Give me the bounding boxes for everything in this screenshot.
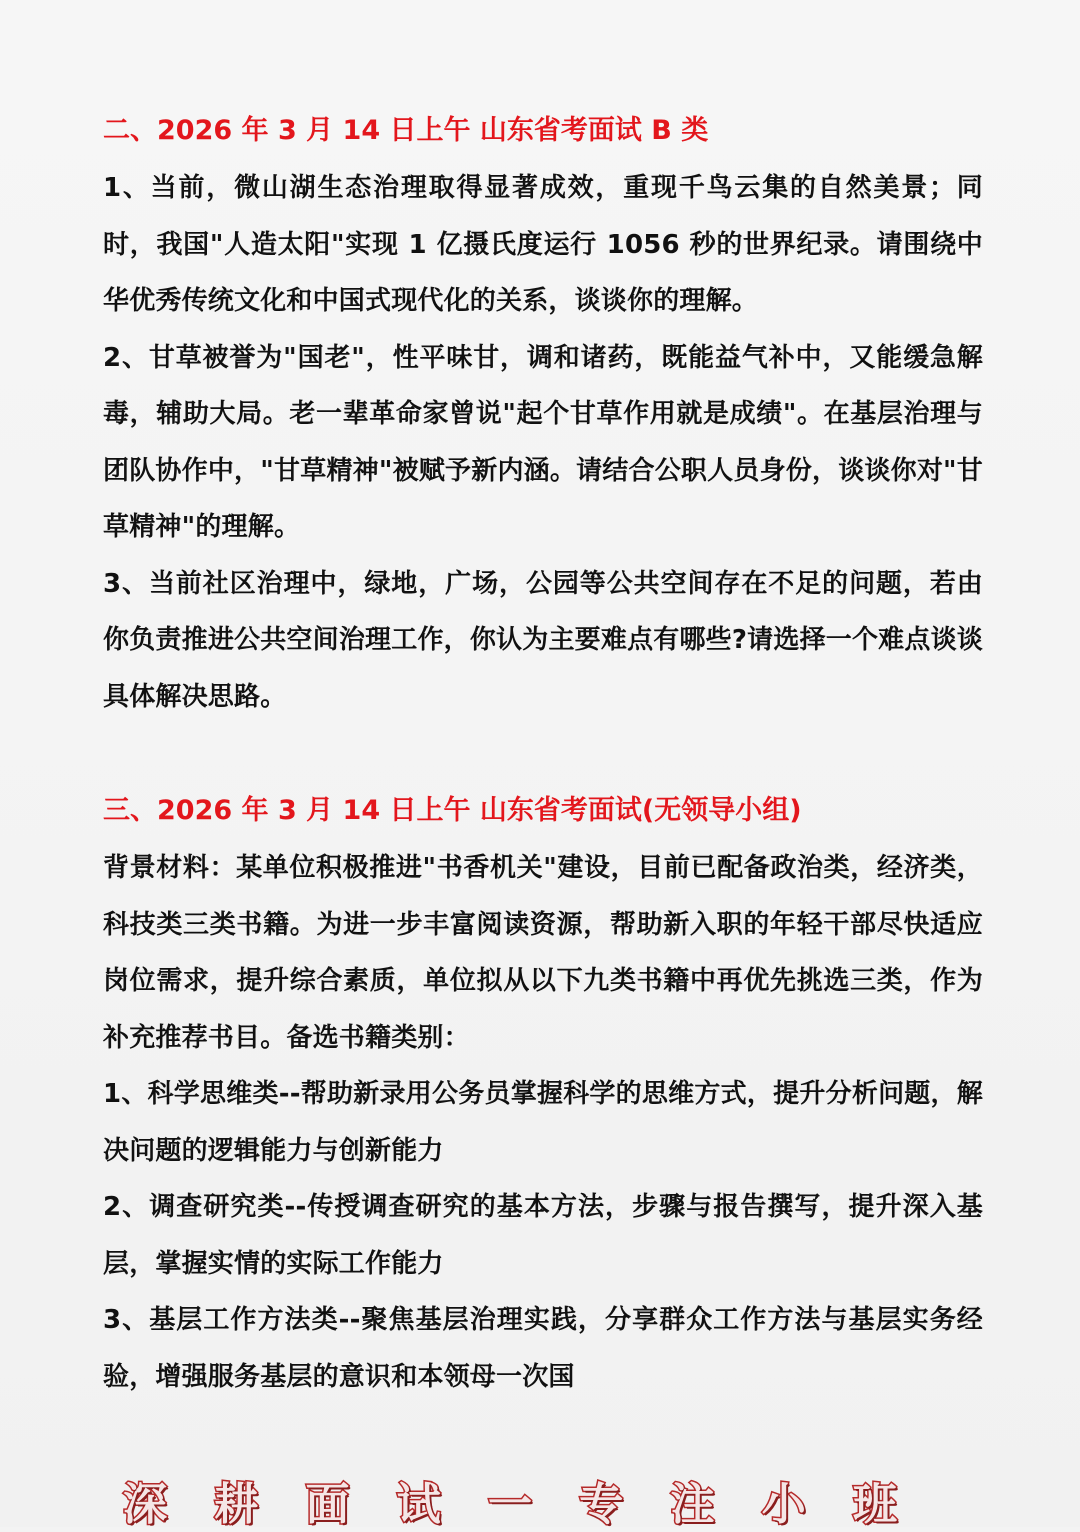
footer-char: 耕 [214,1479,259,1530]
footer-char: 一 [488,1479,532,1530]
footer-char: 深 [123,1479,167,1530]
footer-banner [115,1470,905,1530]
section-2-heading: 二、2026 年 3 月 14 日上午 山东省考面试 B 类 [103,115,709,146]
book-category-2: 2、调查研究类--传授调查研究的基本方法，步骤与报告撰写，提升深入基层，掌握实情的实际工作能力 [103,1192,983,1279]
footer-char: 注 [670,1479,715,1530]
footer-char: 班 [853,1479,897,1530]
book-category-3: 3、基层工作方法类--聚焦基层治理实践，分享群众工作方法与基层实务经验，增强服务基层的意识和本领母一次国 [103,1305,983,1392]
question-2: 2、甘草被誉为"国老"，性平味甘，调和诸药，既能益气补中，又能缓急解毒，辅助大局。老一辈革命家曾说"起个甘草作用就是成绩"。在基层治理与团队协作中，"甘草精神"被赋予新内涵。请结合公职人员身份，谈谈你对"甘草精神"的理解。 [103,342,983,542]
book-category-1: 1、科学思维类--帮助新录用公务员掌握科学的思维方式，提升分析问题，解决问题的逻辑能力与创新能力 [103,1079,983,1166]
footer-char: 小 [761,1479,806,1530]
footer-char: 专 [579,1479,624,1530]
question-1: 1、当前，微山湖生态治理取得显著成效，重现千鸟云集的自然美景；同时，我国"人造太阳"实现 1 亿摄氏度运行 1056 秒的世界纪录。请围绕中华优秀传统文化和中国式现代化的关系，谈谈你的理解。 [103,173,983,316]
footer-char: 试 [396,1479,441,1530]
section-2 [103,106,983,725]
background-material: 背景材料：某单位积极推进"书香机关"建设，目前已配备政治类，经济类，科技类三类书籍。为进一步丰富阅读资源，帮助新入职的年轻干部尽快适应岗位需求，提升综合素质，单位拟从以下九类书籍中再优先挑选三类，作为补充推荐书目。备选书籍类别： [103,853,983,1053]
footer-char: 面 [305,1479,350,1530]
section-3 [103,786,983,1405]
section-3-heading: 三、2026 年 3 月 14 日上午 山东省考面试(无领导小组) [103,795,802,826]
question-3: 3、当前社区治理中，绿地，广场，公园等公共空间存在不足的问题，若由你负责推进公共空间治理工作，你认为主要难点有哪些?请选择一个难点谈谈具体解决思路。 [103,568,983,712]
